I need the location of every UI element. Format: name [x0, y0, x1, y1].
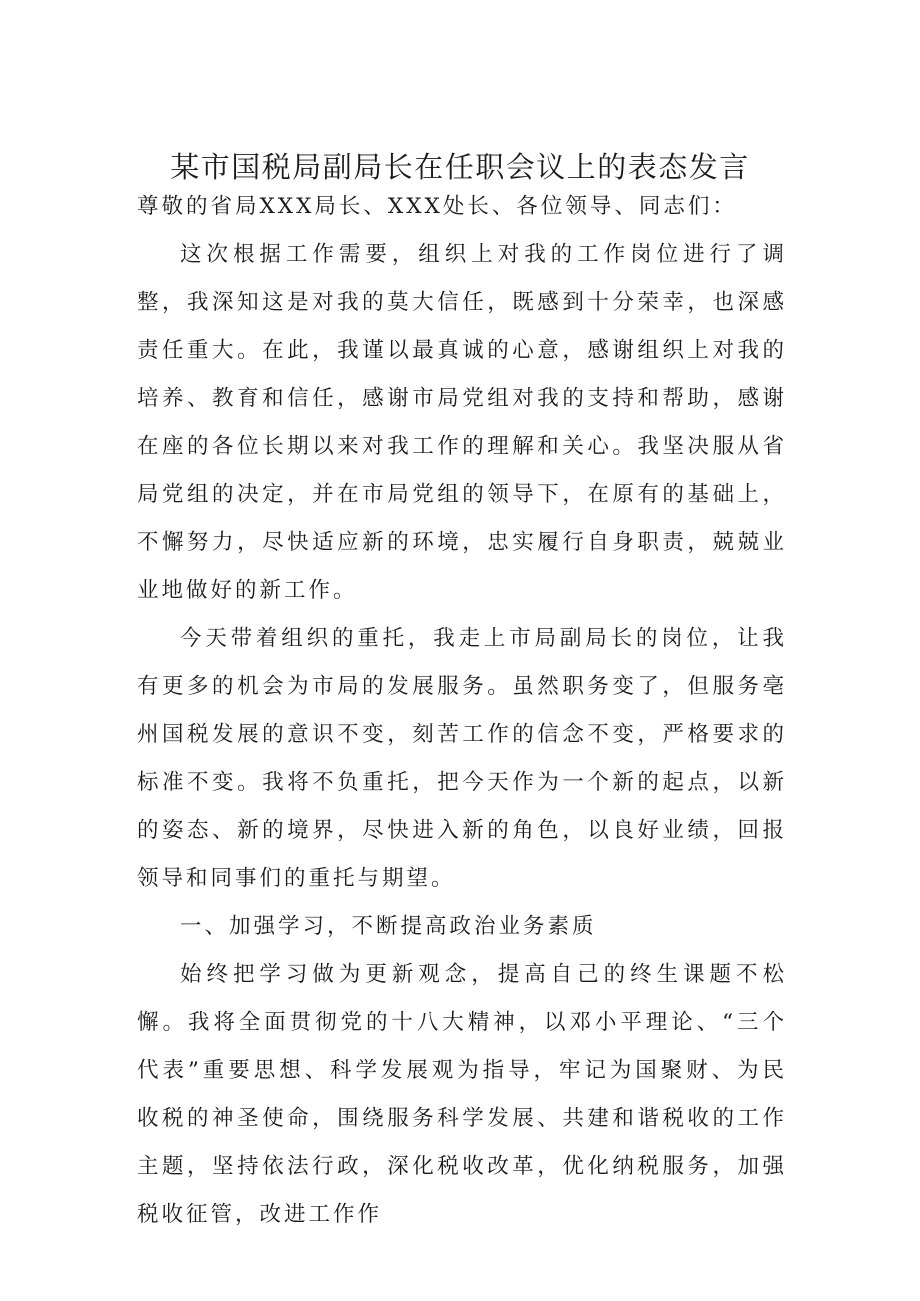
document-body — [137, 183, 787, 1239]
section-heading: 一、加强学习，不断提高政治业务素质 — [180, 914, 597, 939]
body-paragraph-2: 今天带着组织的重托，我走上市局副局长的岗位，让我有更多的机会为市局的发展服务。虽然职务变了，但服务亳州国税发展的意识不变，刻苦工作的信念不变，严格要求的标准不变。我将不负重托，把今天作为一个新的起点，以新的姿态、新的境界，尽快进入新的角色，以良好业绩，回报领导和同事们的重托与期望。 — [137, 626, 787, 891]
body-paragraph-1: 这次根据工作需要，组织上对我的工作岗位进行了调整，我深知这是对我的莫大信任，既感到十分荣幸，也深感责任重大。在此，我谨以最真诚的心意，感谢组织上对我的培养、教育和信任，感谢市局党组对我的支持和帮助，感谢在座的各位长期以来对我工作的理解和关心。我坚决服从省局党组的决定，并在市局党组的领导下，在原有的基础上，不懈努力，尽快适应新的环境，忠实履行自身职责，兢兢业业地做好的新工作。 — [137, 242, 787, 603]
document-title: 某市国税局副局长在任职会议上的表态发言 — [170, 150, 750, 184]
section-paragraph: 始终把学习做为更新观念，提高自己的终生课题不松懈。我将全面贯彻党的十八大精神，以邓小平理论、“三个代表”重要思想、科学发展观为指导，牢记为国聚财、为民收税的神圣使命，围绕服务科学发展、共建和谐税收的工作主题，坚持依法行政，深化税收改革，优化纳税服务，加强税收征管，改进工作作 — [137, 962, 787, 1227]
salutation: 尊敬的省局XXX局长、XXX处长、各位领导、同志们： — [137, 194, 737, 219]
